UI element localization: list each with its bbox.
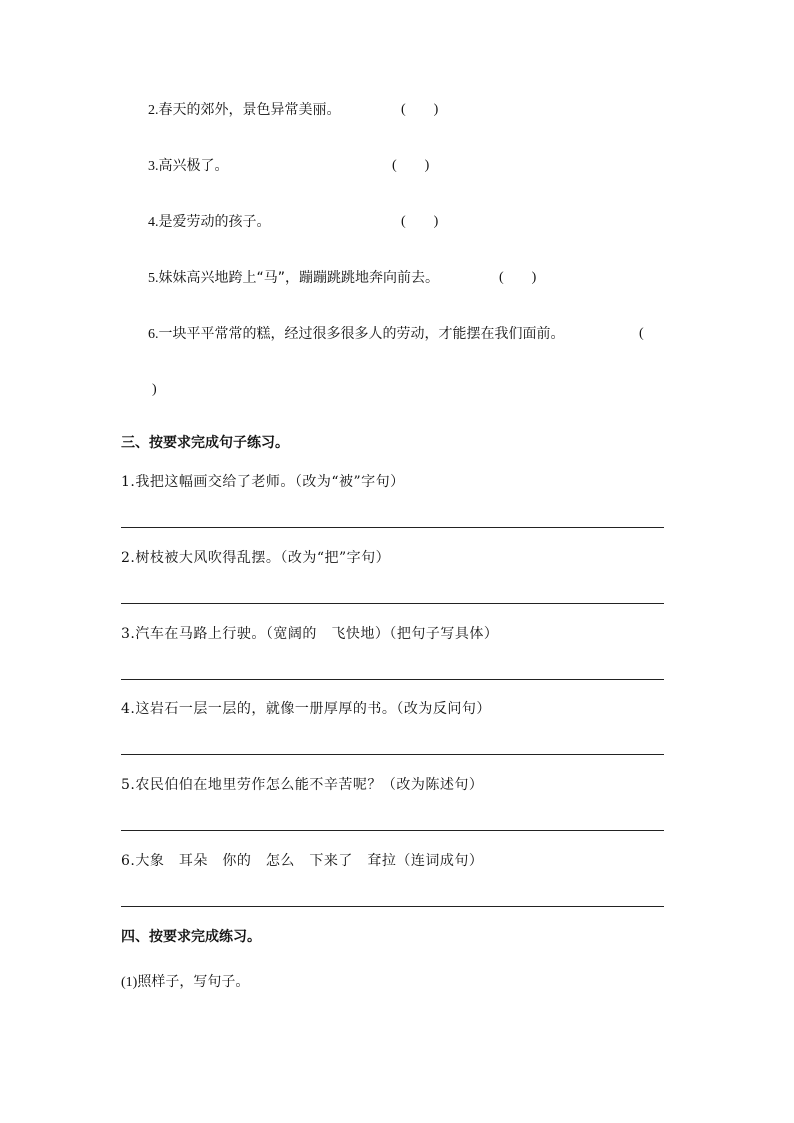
answer-line-6[interactable] bbox=[121, 906, 664, 907]
answer-paren-open[interactable]: ( bbox=[639, 326, 644, 341]
item-number: 4. bbox=[148, 215, 159, 230]
answer-line-1[interactable] bbox=[121, 527, 664, 528]
answer-parentheses[interactable]: ( ) bbox=[401, 214, 439, 229]
question-3: 3.汽车在马路上行驶。（宽阔的 飞快地）（把句子写具体） bbox=[121, 626, 499, 642]
item-text: 妹妹高兴地跨上“马”，蹦蹦跳跳地奔向前去。 bbox=[158, 270, 440, 286]
item-text: 照样子，写句子。 bbox=[137, 974, 250, 990]
question-1: 1.我把这幅画交给了老师。（改为“被”字句） bbox=[121, 474, 405, 490]
item-4 bbox=[148, 213, 271, 232]
answer-line-5[interactable] bbox=[121, 830, 664, 831]
item-2 bbox=[148, 101, 341, 120]
item-number: 2. bbox=[148, 103, 159, 118]
answer-line-3[interactable] bbox=[121, 679, 664, 680]
item-5 bbox=[148, 269, 439, 288]
question-5: 5.农民伯伯在地里劳作怎么能不辛苦呢？（改为陈述句） bbox=[121, 777, 484, 793]
answer-parentheses[interactable]: ( ) bbox=[499, 270, 537, 285]
answer-line-2[interactable] bbox=[121, 603, 664, 604]
item-text: 是爱劳动的孩子。 bbox=[158, 214, 271, 230]
question-6: 6.大象 耳朵 你的 怎么 下来了 耷拉（连词成句） bbox=[121, 853, 484, 869]
item-3 bbox=[148, 157, 229, 176]
item-text: 一块平平常常的糕，经过很多很多人的劳动，才能摆在我们面前。 bbox=[158, 326, 565, 342]
answer-parentheses[interactable]: ( ) bbox=[392, 158, 430, 173]
answer-line-4[interactable] bbox=[121, 754, 664, 755]
question-2: 2.树枝被大风吹得乱摆。（改为“把”字句） bbox=[121, 550, 391, 566]
item-number: (1) bbox=[121, 975, 138, 990]
section-3-heading: 三、按要求完成句子练习。 bbox=[121, 435, 289, 451]
answer-parentheses[interactable]: ( ) bbox=[401, 102, 439, 117]
item-text: 春天的郊外，景色异常美丽。 bbox=[158, 102, 341, 118]
item-number: 6. bbox=[148, 327, 159, 342]
question-4: 4.这岩石一层一层的，就像一册厚厚的书。（改为反问句） bbox=[121, 701, 491, 717]
answer-paren-close[interactable]: ) bbox=[152, 382, 157, 397]
item-text: 高兴极了。 bbox=[158, 158, 229, 174]
item-number: 5. bbox=[148, 271, 159, 286]
item-number: 3. bbox=[148, 159, 159, 174]
item-6 bbox=[148, 325, 565, 344]
section-4-heading: 四、按要求完成练习。 bbox=[121, 929, 261, 945]
section-4-item-1 bbox=[121, 973, 249, 992]
